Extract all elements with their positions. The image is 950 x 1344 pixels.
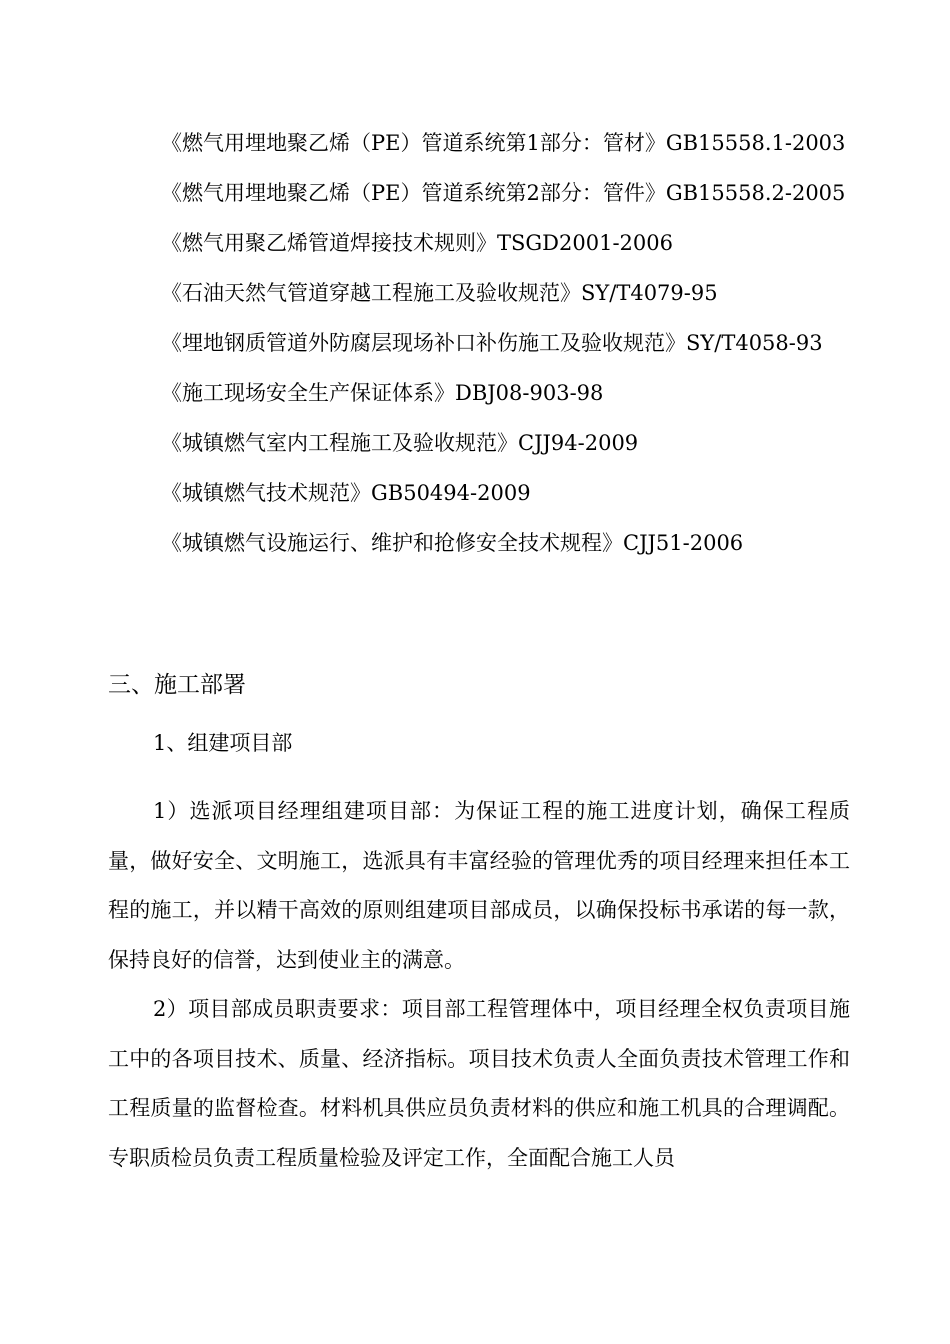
reference-item: 《埋地钢质管道外防腐层现场补口补伤施工及验收规范》SY/T4058-93 bbox=[161, 331, 823, 355]
section-heading: 三、施工部署 bbox=[108, 672, 246, 698]
subsection-heading: 1、组建项目部 bbox=[153, 731, 293, 755]
reference-item: 《施工现场安全生产保证体系》DBJ08-903-98 bbox=[161, 381, 604, 405]
reference-standards-list bbox=[108, 118, 848, 568]
reference-item: 《燃气用埋地聚乙烯（PE）管道系统第2部分：管件》GB15558.2-2005 bbox=[161, 181, 846, 205]
reference-item: 《燃气用埋地聚乙烯（PE）管道系统第1部分：管材》GB15558.1-2003 bbox=[161, 131, 846, 155]
paragraph: 1）选派项目经理组建项目部：为保证工程的施工进度计划，确保工程质量，做好安全、文明施工，选派具有丰富经验的管理优秀的项目经理来担任本工程的施工，并以精干高效的原则组建项目部成员，以确保投标书承诺的每一款，保持良好的信誉，达到使业主的满意。 bbox=[108, 799, 850, 972]
reference-item: 《城镇燃气设施运行、维护和抢修安全技术规程》CJJ51-2006 bbox=[161, 531, 744, 555]
reference-item: 《城镇燃气室内工程施工及验收规范》CJJ94-2009 bbox=[161, 431, 639, 455]
reference-item: 《燃气用聚乙烯管道焊接技术规则》TSGD2001-2006 bbox=[161, 231, 673, 255]
paragraph: 2）项目部成员职责要求：项目部工程管理体中，项目经理全权负责项目施工中的各项目技术、质量、经济指标。项目技术负责人全面负责技术管理工作和工程质量的监督检查。材料机具供应员负责材料的供应和施工机具的合理调配。专职质检员负责工程质量检验及评定工作，全面配合施工人员 bbox=[108, 997, 850, 1170]
reference-item: 《城镇燃气技术规范》GB50494-2009 bbox=[161, 481, 531, 505]
reference-item: 《石油天然气管道穿越工程施工及验收规范》SY/T4079-95 bbox=[161, 281, 718, 305]
body-text bbox=[108, 787, 850, 1183]
